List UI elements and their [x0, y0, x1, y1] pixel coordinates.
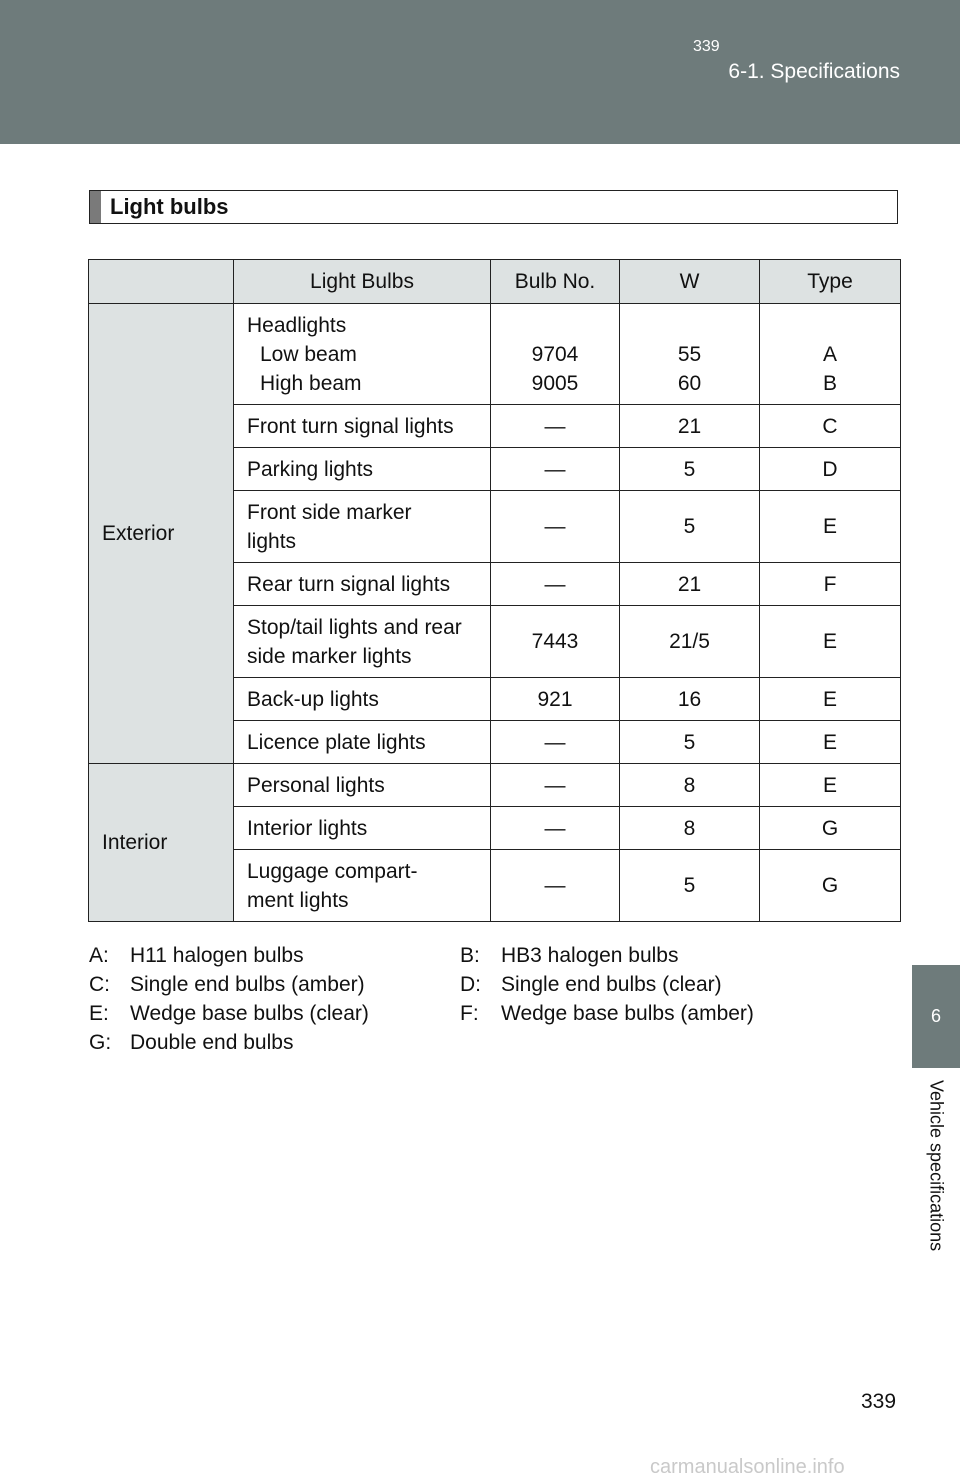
category-cell: Exterior [89, 304, 234, 764]
legend-item: C: Single end bulbs (amber) [89, 973, 365, 996]
bulb-no-cell: — [491, 764, 620, 807]
col-header-bulb-no: Bulb No. [491, 260, 620, 304]
legend-item: G: Double end bulbs [89, 1031, 294, 1054]
table-header-row [89, 260, 901, 304]
watt-cell: 16 [620, 678, 760, 721]
chapter-label: Vehicle specifications [926, 1080, 947, 1252]
watt-cell: 8 [620, 807, 760, 850]
type-cell: D [760, 448, 901, 491]
bulb-no-high: 9005 [531, 371, 579, 395]
watt-cell: 5 [620, 850, 760, 922]
type-cell: G [760, 850, 901, 922]
header-page-ref: 339 [693, 38, 720, 55]
watt-cell: 5 [620, 721, 760, 764]
type-legend [89, 941, 849, 1057]
light-bulbs-table [88, 259, 901, 922]
watt-cell: 21/5 [620, 606, 760, 678]
low-beam-label: Low beam [260, 342, 357, 366]
legend-item: D: Single end bulbs (clear) [460, 973, 722, 996]
bulb-name-cell: Personal lights [234, 764, 491, 807]
bulb-no-cell: — [491, 563, 620, 606]
type-cell: G [760, 807, 901, 850]
type-low: A [822, 342, 837, 366]
legend-item: F: Wedge base bulbs (amber) [460, 1002, 754, 1025]
page-number: 339 [861, 1390, 897, 1413]
type-cell [760, 304, 901, 405]
bulb-name-cell: Licence plate lights [234, 721, 491, 764]
bulb-name-cell: Front turn signal lights [234, 405, 491, 448]
watt-cell: 5 [620, 448, 760, 491]
watt-high: 60 [677, 371, 702, 395]
type-cell: E [760, 721, 901, 764]
bulb-name-cell: Interior lights [234, 807, 491, 850]
type-cell: E [760, 678, 901, 721]
watt-cell: 21 [620, 563, 760, 606]
bulb-no-cell: — [491, 448, 620, 491]
bulb-name-cell [234, 304, 491, 405]
watt-cell: 5 [620, 491, 760, 563]
legend-item: A: H11 halogen bulbs [89, 944, 304, 967]
legend-item: E: Wedge base bulbs (clear) [89, 1002, 369, 1025]
chapter-tab[interactable] [912, 965, 960, 1068]
page-header [0, 0, 960, 144]
bulb-no-cell: — [491, 807, 620, 850]
headlights-label: Headlights [247, 313, 347, 337]
col-header-w: W [620, 260, 760, 304]
section-title-text: Light bulbs [110, 194, 229, 219]
bulb-no-cell: — [491, 405, 620, 448]
chapter-number: 6 [930, 1006, 941, 1026]
type-cell: E [760, 491, 901, 563]
table-row [89, 304, 901, 405]
col-header-category [89, 260, 234, 304]
type-cell: E [760, 606, 901, 678]
section-title-bar [90, 191, 101, 223]
bulb-no-cell: 7443 [491, 606, 620, 678]
watermark: carmanualsonline.info [650, 1456, 845, 1478]
type-cell: E [760, 764, 901, 807]
bulb-name-cell: Stop/tail lights and rear side marker lights [234, 606, 491, 678]
bulb-name-cell: Luggage compart-ment lights [234, 850, 491, 922]
bulb-no-cell: — [491, 721, 620, 764]
col-header-type: Type [760, 260, 901, 304]
type-cell: C [760, 405, 901, 448]
table-row [89, 764, 901, 807]
bulb-no-cell: — [491, 850, 620, 922]
category-cell: Interior [89, 764, 234, 922]
watt-low: 55 [677, 342, 702, 366]
bulb-no-cell [491, 304, 620, 405]
watt-cell [620, 304, 760, 405]
watt-cell: 21 [620, 405, 760, 448]
bulb-name-cell: Back-up lights [234, 678, 491, 721]
type-cell: F [760, 563, 901, 606]
type-high: B [822, 371, 837, 395]
bulb-name-cell: Rear turn signal lights [234, 563, 491, 606]
bulb-no-cell: — [491, 491, 620, 563]
high-beam-label: High beam [260, 371, 362, 395]
header-section-title: 6-1. Specifications [728, 60, 900, 83]
bulb-no-cell: 921 [491, 678, 620, 721]
col-header-light-bulbs: Light Bulbs [234, 260, 491, 304]
legend-item: B: HB3 halogen bulbs [460, 944, 679, 967]
section-title [89, 190, 898, 224]
bulb-name-cell: Front side marker lights [234, 491, 491, 563]
watt-cell: 8 [620, 764, 760, 807]
bulb-no-low: 9704 [531, 342, 579, 366]
bulb-name-cell: Parking lights [234, 448, 491, 491]
